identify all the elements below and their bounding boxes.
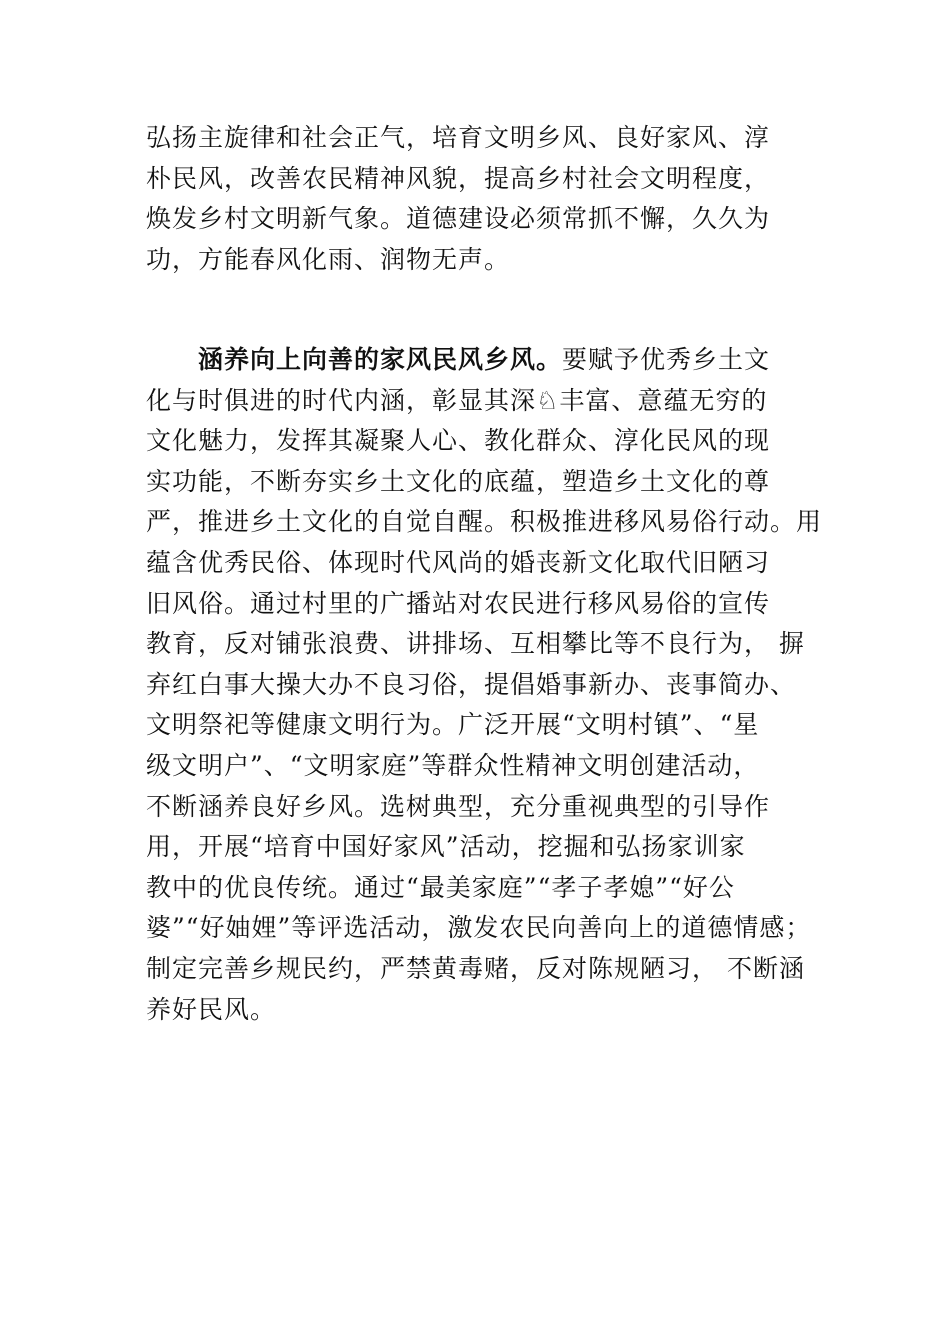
paragraph-1-line: 弘扬主旋律和社会正气，培育文明乡风、良好家风、淳 — [146, 123, 771, 152]
paragraph-2-line: 弃红白事大操大办不良习俗，提倡婚事新办、丧事简办、 — [146, 669, 797, 699]
paragraph-2-first-line-text: 要赋予优秀乡土文 — [562, 345, 771, 374]
paragraph-2-line: 级文明户”、“文明家庭”等群众性精神文明创建活动， — [146, 750, 760, 780]
paragraph-1 — [146, 118, 826, 280]
paragraph-2-line: 旧风俗。通过村里的广播站对农民进行移风易俗的宣传 — [146, 588, 771, 618]
paragraph-2-line: 蕴含优秀民俗、体现时代风尚的婚丧新文化取代旧陋习 — [146, 547, 771, 577]
paragraph-1-line: 功，方能春风化雨、润物无声。 — [146, 244, 511, 274]
paragraph-2-line: 文明祭祀等健康文明行为。广泛开展“文明村镇”、“星 — [146, 710, 760, 740]
paragraph-2-line: 婆”“好妯娌”等评选活动，激发农民向善向上的道德情感； — [146, 913, 812, 943]
paragraph-2-line: 教中的优良传统。通过“最美家庭”“孝子孝媳”“好公 — [146, 872, 735, 902]
paragraph-2-line: 养好民风。 — [146, 994, 277, 1024]
paragraph-2-line: 制定完善乡规民约，严禁黄毒赌，反对陈规陋习， 不断涵 — [146, 953, 805, 983]
paragraph-2-line: 化与时俱进的时代内涵，彰显其深♘丰富、意蕴无穷的 — [146, 385, 768, 415]
paragraph-1-line: 焕发乡村文明新气象。道德建设必须常抓不懈，久久为 — [146, 204, 771, 234]
paragraph-2-line: 教育，反对铺张浪费、讲排场、互相攀比等不良行为， 摒 — [146, 629, 805, 659]
paragraph-2-line: 严，推进乡土文化的自觉自醒。积极推进移风易俗行动。用 — [146, 507, 823, 537]
paragraph-2-line: 不断涵养良好乡风。选树典型，充分重视典型的引导作 — [146, 791, 771, 821]
paragraph-2-lead-heading: 涵养向上向善的家风民风乡风。 — [198, 345, 563, 374]
paragraph-2-first-line — [146, 340, 826, 381]
paragraph-2 — [146, 340, 826, 1030]
paragraph-2-line: 实功能，不断夯实乡土文化的底蕴，塑造乡土文化的尊 — [146, 466, 771, 496]
paragraph-1-line: 朴民风，改善农民精神风貌，提高乡村社会文明程度， — [146, 163, 771, 193]
paragraph-2-line: 文化魅力，发挥其凝聚人心、教化群众、淳化民风的现 — [146, 426, 771, 456]
paragraph-2-line: 用，开展“培育中国好家风”活动，挖掘和弘扬家训家 — [146, 832, 746, 862]
